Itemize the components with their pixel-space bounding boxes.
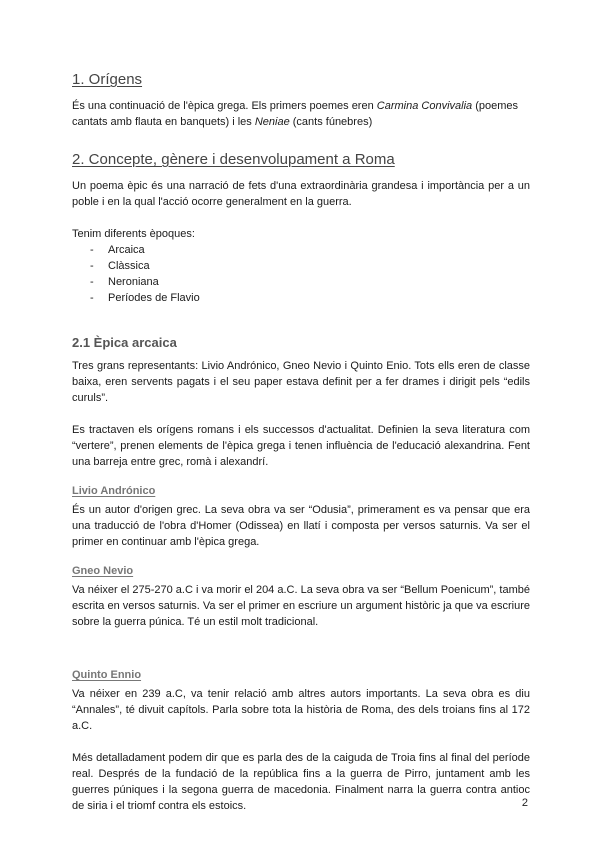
- author-heading-livio: Livio Andrónico: [72, 485, 156, 497]
- list-item: - Períodes de Flavio: [72, 290, 530, 306]
- text-span: (poemes cantats amb flauta en banquets) i les: [72, 100, 519, 128]
- list-item: - Neroniana: [72, 274, 530, 290]
- document-page: [72, 70, 530, 814]
- text-span: És una continuació de l'èpica grega. Els primers poemes eren: [72, 100, 377, 112]
- paragraph-livio: És un autor d'origen grec. La seva obra va ser “Odusia”, primerament es va pensar que era una traducció de l'obra d'Homer (Odissea) en llatí i composta per versos saturnis. Va ser el primer en continuar amb l'èpica grega.: [72, 504, 530, 548]
- list-item: - Arcaica: [72, 242, 530, 258]
- paragraph-epoques-intro: Tenim diferents èpoques:: [72, 228, 195, 240]
- text-span: (cants fúnebres): [289, 116, 373, 128]
- paragraph-origens-romans: Es tractaven els orígens romans i els successos d'actualitat. Definien la seva literatura com “vertere”, prenen elements de l'èpica grega i tenen influència de l'educació alexandrina. Fent una barreja entre grec, romà i alexandrí.: [72, 424, 530, 468]
- paragraph-gneo: Va néixer el 275-270 a.C i va morir el 204 a.C. La seva obra va ser “Bellum Poenicum”, també escrita en versos saturnis. Va ser el primer en escriure un argument històric ja que va escriure sobre la guerra púnica. Té un estil molt tradicional.: [72, 584, 530, 628]
- paragraph-origens: [72, 98, 530, 130]
- author-heading-quinto: Quinto Ennio: [72, 669, 142, 681]
- section-heading-concepte: 2. Concepte, gènere i desenvolupament a Roma: [72, 151, 395, 168]
- subsection-heading-epica-arcaica: 2.1 Èpica arcaica: [72, 335, 177, 350]
- paragraph-concepte: Un poema èpic és una narració de fets d'una extraordinària grandesa i importància per a un poble i en la qual l'acció ocorre generalment en la guerra.: [72, 180, 530, 208]
- paragraph-representants: Tres grans representants: Livio Andrónico, Gneo Nevio i Quinto Enio. Tots ells eren de classe baixa, eren servents pagats i el seu paper estava definit per a fer drames i dirigit pels “edils curuls”.: [72, 360, 530, 404]
- author-heading-gneo: Gneo Nevio: [72, 565, 134, 577]
- page-number: 2: [521, 797, 528, 809]
- paragraph-quinto-1: Va néixer en 239 a.C, va tenir relació amb altres autors importants. La seva obra es diu “Annales”, té divuit capítols. Parla sobre tota la història de Roma, des dels troians fins al 172 a.C.: [72, 688, 530, 732]
- list-item: - Clàssica: [72, 258, 530, 274]
- italic-term: Neniae: [254, 116, 290, 128]
- section-heading-origens: 1. Orígens: [72, 71, 143, 88]
- paragraph-quinto-2: Més detalladament podem dir que es parla des de la caiguda de Troia fins al final del període real. Després de la fundació de la república fins a la guerra de Pirro, juntament amb les guerres púniques i la segona guerra de macedonia. Finalment narra la guerra contra antioc de siria i el triomf contra els estoics.: [72, 752, 530, 812]
- epoques-list: [72, 242, 530, 306]
- italic-term: Carmina Convivalia: [376, 100, 473, 112]
